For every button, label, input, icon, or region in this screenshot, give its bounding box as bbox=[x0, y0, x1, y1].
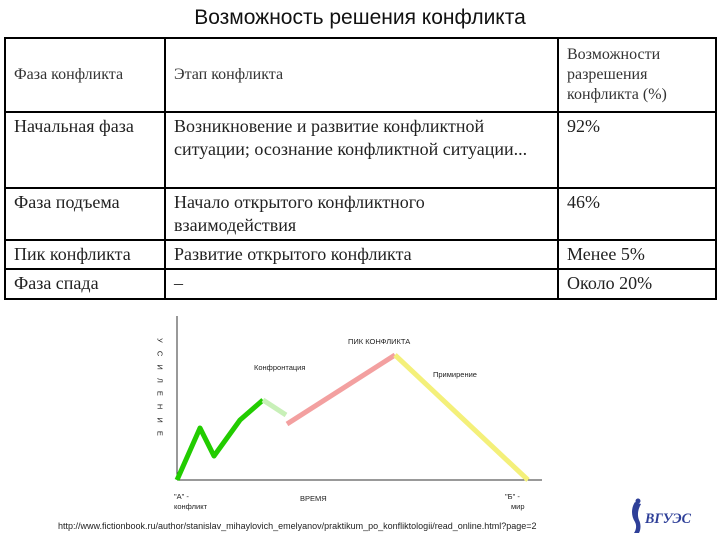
page-title: Возможность решения конфликта bbox=[194, 6, 526, 29]
conflict-phase-table bbox=[4, 37, 717, 300]
escalation-line bbox=[177, 400, 263, 480]
probability-cell: Около 20% bbox=[558, 269, 716, 299]
logo-text: ВГУЭС bbox=[644, 511, 692, 527]
phase-cell: Фаза спада bbox=[5, 269, 165, 299]
probability-cell: Менее 5% bbox=[558, 240, 716, 269]
source-link[interactable]: http://www.fictionbook.ru/author/stanislav_mihaylovich_emelyanov/praktikum_po_konfliktologii/read_online.html?page=2 bbox=[58, 521, 537, 531]
emblem-icon bbox=[632, 502, 641, 533]
y-axis-label: У С И Л Е Н И Е bbox=[155, 338, 165, 439]
conflict-dynamics-diagram bbox=[150, 310, 560, 522]
label-peak: ПИК КОНФЛИКТА bbox=[348, 337, 411, 346]
header-resolution-probability: Возможности разрешения конфликта (%) bbox=[558, 38, 716, 112]
probability-cell: 46% bbox=[558, 188, 716, 240]
table-row bbox=[5, 240, 716, 269]
phase-cell: Фаза подъема bbox=[5, 188, 165, 240]
phase-cell: Начальная фаза bbox=[5, 112, 165, 188]
confrontation-line bbox=[263, 400, 286, 415]
x-axis-label: ВРЕМЯ bbox=[300, 494, 327, 503]
phase-cell: Пик конфликта bbox=[5, 240, 165, 269]
end-label-sub: мир bbox=[511, 502, 525, 511]
header-phase: Фаза конфликта bbox=[5, 38, 165, 112]
table-header-row bbox=[5, 38, 716, 112]
stage-cell: Развитие открытого конфликта bbox=[165, 240, 558, 269]
stage-cell: – bbox=[165, 269, 558, 299]
start-label: "А" - bbox=[174, 492, 189, 501]
table-row bbox=[5, 188, 716, 240]
table-row bbox=[5, 269, 716, 299]
stage-cell: Возникновение и развитие конфликтной ситуации; осознание конфликтной ситуации... bbox=[165, 112, 558, 188]
label-reconciliation: Примирение bbox=[433, 370, 477, 379]
emblem-dot-icon bbox=[636, 499, 641, 504]
label-confrontation: Конфронтация bbox=[254, 363, 306, 372]
probability-cell: 92% bbox=[558, 112, 716, 188]
stage-cell: Начало открытого конфликтного взаимодействия bbox=[165, 188, 558, 240]
header-stage: Этап конфликта bbox=[165, 38, 558, 112]
start-label-sub: конфликт bbox=[174, 502, 208, 511]
end-label: "Б" - bbox=[505, 492, 520, 501]
table-row bbox=[5, 112, 716, 188]
university-logo bbox=[627, 496, 693, 536]
